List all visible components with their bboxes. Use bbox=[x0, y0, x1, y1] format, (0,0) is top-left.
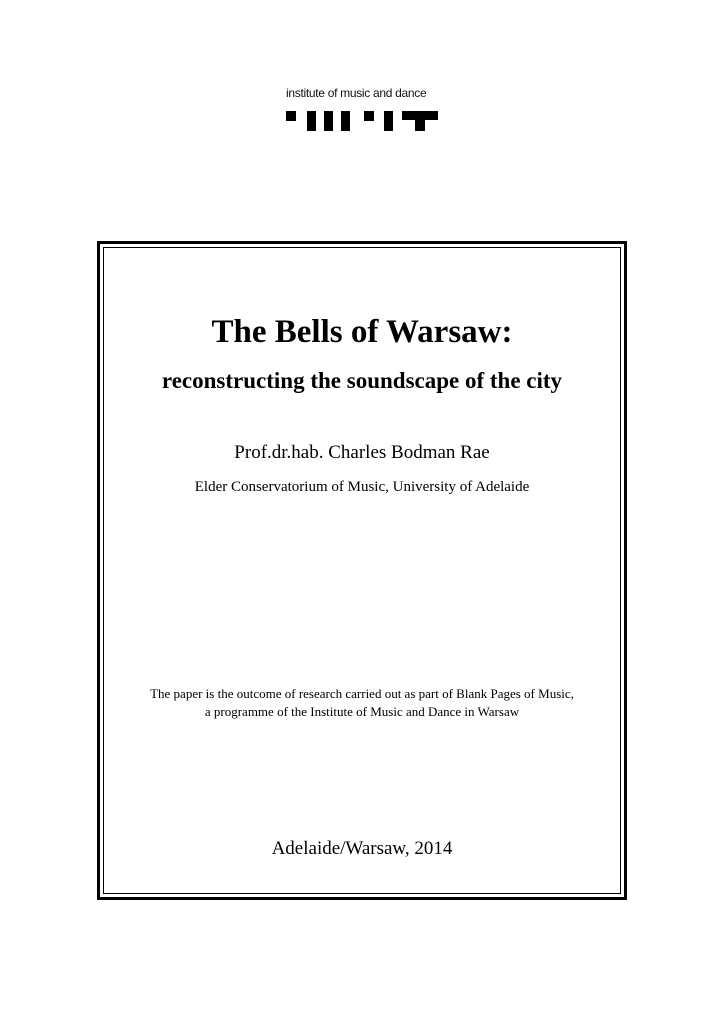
author-affiliation: Elder Conservatorium of Music, University of Adelaide bbox=[194, 479, 530, 495]
place-and-date: Adelaide/Warsaw, 2014 bbox=[271, 838, 453, 859]
document-title: The Bells of Warsaw: bbox=[211, 314, 513, 350]
research-note-line-2: a programme of the Institute of Music and Dance in Warsaw bbox=[204, 704, 520, 719]
document-subtitle: reconstructing the soundscape of the city bbox=[161, 368, 563, 393]
research-note bbox=[0, 685, 724, 721]
institute-logo bbox=[286, 86, 438, 136]
logo-text: institute of music and dance bbox=[286, 86, 427, 100]
author-name: Prof.dr.hab. Charles Bodman Rae bbox=[234, 442, 490, 463]
research-note-line-1: The paper is the outcome of research carried out as part of Blank Pages of Music, bbox=[150, 686, 574, 701]
imit-logo-mark-icon bbox=[286, 108, 438, 134]
